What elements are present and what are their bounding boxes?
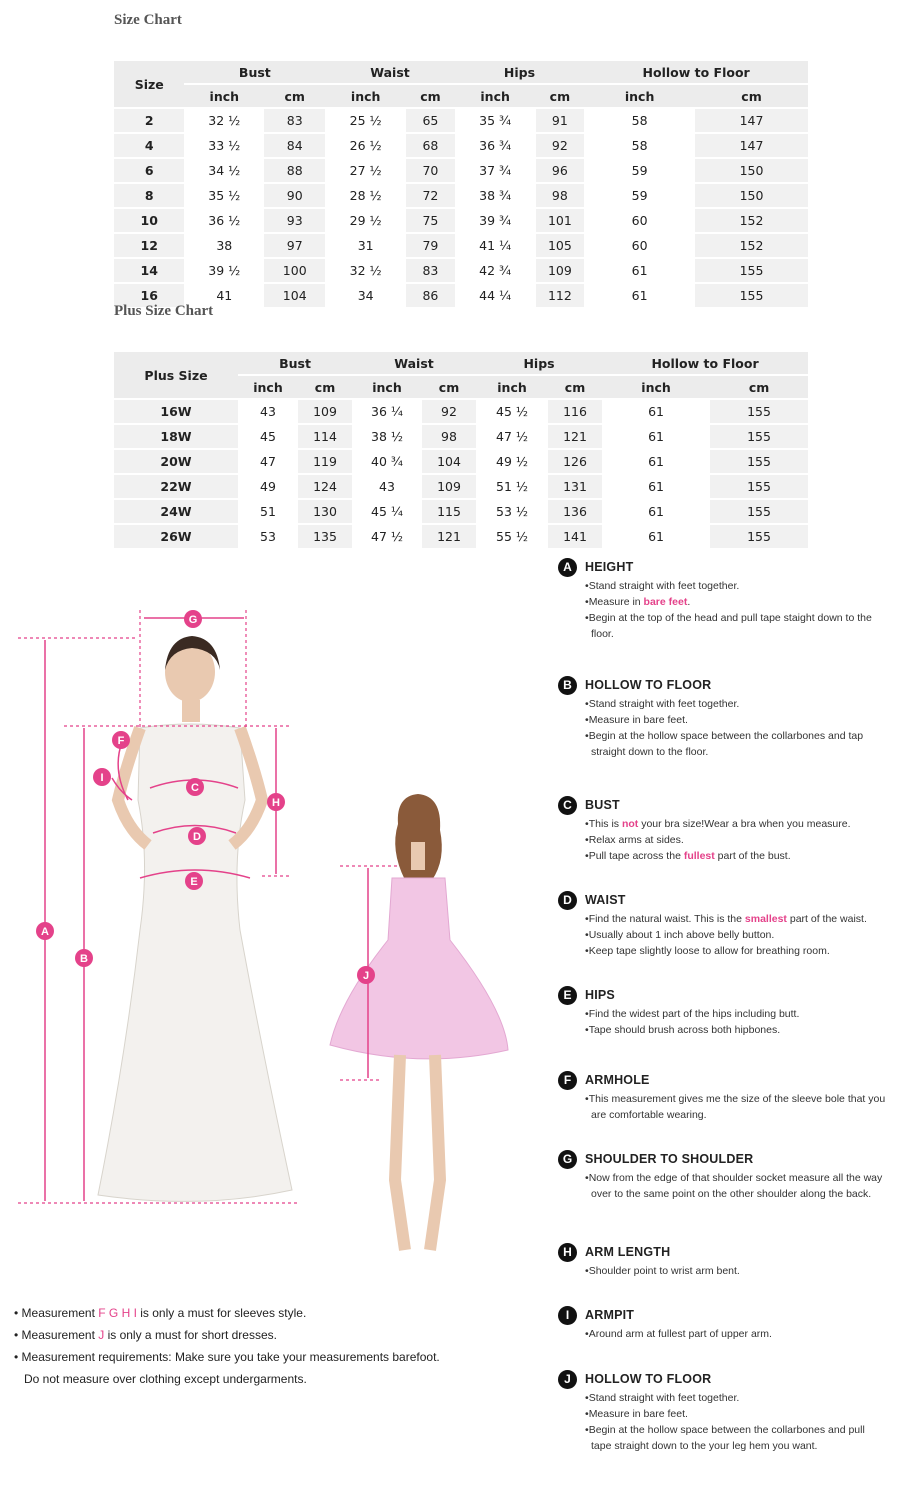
measurement-cell: 147 (695, 134, 808, 159)
guide-item-bullets (583, 911, 888, 959)
guide-bullet (583, 911, 888, 927)
size-cell: 10 (114, 209, 184, 234)
unit-header: cm (536, 85, 585, 109)
short-dress-figure (330, 794, 508, 1250)
measurement-cell: 104 (422, 450, 476, 475)
measurement-cell: 155 (710, 400, 808, 425)
measurement-cell: 93 (264, 209, 325, 234)
guide-bullet (583, 712, 888, 728)
letter-badge: E (558, 986, 577, 1005)
guide-item-bullets (583, 1326, 888, 1342)
measurement-cell: 98 (536, 184, 585, 209)
unit-header: inch (602, 376, 710, 400)
measurement-cell: 88 (264, 159, 325, 184)
measurement-cell: 34 ½ (184, 159, 264, 184)
measurement-cell: 61 (602, 400, 710, 425)
measurement-cell: 130 (298, 500, 352, 525)
size-cell: 12 (114, 234, 184, 259)
measurement-cell: 83 (406, 259, 455, 284)
measurement-cell: 36 ¾ (455, 134, 536, 159)
measurement-cell: 109 (536, 259, 585, 284)
guide-bullet (583, 943, 888, 959)
measurement-cell: 109 (298, 400, 352, 425)
bullet-text: Shoulder point to wrist arm bent. (588, 1265, 740, 1277)
guide-bullet (583, 832, 888, 848)
badge-g (184, 610, 202, 628)
guide-bullet (583, 578, 888, 594)
bullet-text: Keep tape slightly loose to allow for breathing room. (588, 945, 830, 957)
measurement-cell: 135 (298, 525, 352, 550)
measurement-cell: 115 (422, 500, 476, 525)
group-header: Hips (476, 352, 602, 376)
bullet-text: Find the natural waist. This is the (588, 913, 745, 925)
measurement-cell: 51 ½ (476, 475, 548, 500)
measurement-cell: 124 (298, 475, 352, 500)
measurement-cell: 152 (695, 209, 808, 234)
letter-badge: B (558, 676, 577, 695)
guide-item-bullets (583, 1091, 888, 1123)
size-chart-table (114, 61, 808, 309)
measurement-cell: 141 (548, 525, 602, 550)
measurement-cell: 121 (548, 425, 602, 450)
measurement-cell: 32 ½ (325, 259, 406, 284)
size-cell: 16W (114, 400, 238, 425)
measurement-cell: 65 (406, 109, 455, 134)
measurement-cell: 105 (536, 234, 585, 259)
bullet-text: Begin at the hollow space between the collarbones and tap straight down to the floor. (588, 730, 864, 758)
size-cell: 2 (114, 109, 184, 134)
table-row (114, 184, 808, 209)
measurement-cell: 70 (406, 159, 455, 184)
svg-text:B: B (80, 953, 88, 965)
group-header: Bust (184, 61, 325, 85)
measurement-cell: 32 ½ (184, 109, 264, 134)
svg-text:I: I (100, 772, 104, 784)
guide-bullet (583, 1422, 888, 1454)
guide-item-title: HIPS (585, 988, 615, 1002)
measurement-cell: 121 (422, 525, 476, 550)
highlight-text: fullest (683, 850, 715, 862)
measurement-cell: 116 (548, 400, 602, 425)
guide-bullet (583, 1006, 888, 1022)
size-cell: 16 (114, 284, 184, 309)
measurement-cell: 155 (710, 475, 808, 500)
measurement-cell: 131 (548, 475, 602, 500)
unit-header: inch (476, 376, 548, 400)
bullet-text: . (687, 596, 691, 608)
size-cell: 22W (114, 475, 238, 500)
bullet-text: Stand straight with feet together. (588, 698, 740, 710)
bride-figure (98, 636, 292, 1201)
guide-bullet (583, 1022, 888, 1038)
bullet-text: Tape should brush across both hipbones. (588, 1024, 781, 1036)
guide-bullet (583, 1263, 888, 1279)
table-row (114, 425, 808, 450)
measurement-cell: 47 ½ (352, 525, 422, 550)
unit-header: inch (352, 376, 422, 400)
guide-bullet (583, 848, 888, 864)
table-row (114, 475, 808, 500)
size-cell: 14 (114, 259, 184, 284)
table-row (114, 209, 808, 234)
measurement-cell: 75 (406, 209, 455, 234)
measurement-cell: 68 (406, 134, 455, 159)
plus-size-chart-title: Plus Size Chart (114, 303, 214, 319)
badge-e (185, 872, 203, 890)
table-row (114, 159, 808, 184)
measurement-cell: 59 (584, 159, 695, 184)
unit-header: cm (548, 376, 602, 400)
measurement-cell: 36 ¼ (352, 400, 422, 425)
measurement-cell: 150 (695, 159, 808, 184)
measurement-cell: 83 (264, 109, 325, 134)
svg-text:A: A (41, 926, 49, 938)
measurement-cell: 84 (264, 134, 325, 159)
bullet-text: Begin at the top of the head and pull tape staight down to the floor. (588, 612, 872, 640)
measurement-cell: 47 (238, 450, 298, 475)
measurement-cell: 36 ½ (184, 209, 264, 234)
measurement-cell: 101 (536, 209, 585, 234)
bullet-text: Begin at the hollow space between the collarbones and pull tape straight down to the your leg hem you want. (588, 1424, 865, 1452)
unit-header: inch (325, 85, 406, 109)
measurement-cell: 119 (298, 450, 352, 475)
measurement-cell: 79 (406, 234, 455, 259)
guide-bullet (583, 1390, 888, 1406)
measurement-cell: 39 ¾ (455, 209, 536, 234)
measurement-cell: 61 (602, 500, 710, 525)
bullet-text: part of the bust. (714, 850, 791, 862)
bullet-text: your bra size!Wear a bra when you measure. (638, 818, 851, 830)
measurement-cell: 96 (536, 159, 585, 184)
measurement-cell: 90 (264, 184, 325, 209)
guide-item-bullets (583, 1170, 888, 1202)
measurement-cell: 100 (264, 259, 325, 284)
guide-item-title: HOLLOW TO FLOOR (585, 678, 712, 692)
svg-text:G: G (188, 614, 198, 626)
badge-c (186, 778, 204, 796)
measurement-cell: 26 ½ (325, 134, 406, 159)
table-row (114, 400, 808, 425)
badge-a (36, 922, 54, 940)
measurement-cell: 92 (422, 400, 476, 425)
bullet-text: Measure in (588, 596, 644, 608)
bullet-text: Measure in bare feet. (588, 714, 688, 726)
guide-item-title: HOLLOW TO FLOOR (585, 1372, 712, 1386)
badge-i (93, 768, 111, 786)
bullet-text: Now from the edge of that shoulder socket measure all the way over to the same point on the other shoulder along the back. (588, 1172, 883, 1200)
measurement-cell: 61 (602, 525, 710, 550)
group-header: Hollow to Floor (584, 61, 808, 85)
guide-item-title: HEIGHT (585, 560, 634, 574)
measurement-cell: 45 (238, 425, 298, 450)
measurement-cell: 92 (536, 134, 585, 159)
group-header: Bust (238, 352, 352, 376)
measurement-cell: 25 ½ (325, 109, 406, 134)
measurement-cell: 86 (406, 284, 455, 309)
measurement-cell: 43 (238, 400, 298, 425)
guide-item-bullets (583, 696, 888, 760)
svg-text:D: D (193, 831, 201, 843)
guide-bullet (583, 1091, 888, 1123)
unit-header: inch (584, 85, 695, 109)
letter-badge: I (558, 1306, 577, 1325)
measurement-cell: 98 (422, 425, 476, 450)
measurement-notes (14, 1302, 534, 1390)
measurement-cell: 41 (184, 284, 264, 309)
measurement-cell: 91 (536, 109, 585, 134)
measurement-cell: 31 (325, 234, 406, 259)
measurement-cell: 51 (238, 500, 298, 525)
guide-bullet (583, 816, 888, 832)
measurement-cell: 45 ½ (476, 400, 548, 425)
size-cell: 24W (114, 500, 238, 525)
table-row (114, 109, 808, 134)
size-cell: 26W (114, 525, 238, 550)
guide-bullet (583, 1326, 888, 1342)
badge-h (267, 793, 285, 811)
guide-item-bullets (583, 1006, 888, 1038)
guide-bullet (583, 1170, 888, 1202)
svg-text:F: F (117, 735, 125, 747)
size-cell: 18W (114, 425, 238, 450)
letter-badge: G (558, 1150, 577, 1169)
bullet-text: Stand straight with feet together. (588, 580, 740, 592)
measurement-cell: 37 ¾ (455, 159, 536, 184)
group-header: Waist (325, 61, 454, 85)
measurement-cell: 61 (584, 259, 695, 284)
measurement-cell: 38 ¾ (455, 184, 536, 209)
measurement-cell: 47 ½ (476, 425, 548, 450)
measurement-cell: 58 (584, 109, 695, 134)
letter-badge: D (558, 891, 577, 910)
guide-item-title: WAIST (585, 893, 626, 907)
measurement-cell: 61 (584, 284, 695, 309)
group-header: Waist (352, 352, 476, 376)
svg-text:H: H (272, 797, 280, 809)
bullet-text: Usually about 1 inch above belly button. (588, 929, 775, 941)
measurement-cell: 109 (422, 475, 476, 500)
highlight-text: smallest (744, 913, 787, 925)
bullet-text: Relax arms at sides. (588, 834, 684, 846)
note-clothing: Do not measure over clothing except undergarments. (24, 1372, 307, 1386)
measurement-cell: 155 (710, 500, 808, 525)
measurement-cell: 136 (548, 500, 602, 525)
measurement-cell: 35 ¾ (455, 109, 536, 134)
svg-text:E: E (190, 876, 198, 888)
guide-item-bullets (583, 816, 888, 864)
measurement-cell: 61 (602, 450, 710, 475)
note-sleeves: • Measurement F G H I is only a must for sleeves style. (14, 1306, 307, 1320)
bullet-text: part of the waist. (786, 913, 867, 925)
guide-item-bullets (583, 578, 888, 642)
measurement-cell: 34 (325, 284, 406, 309)
group-header: Hips (455, 61, 584, 85)
size-chart-title: Size Chart (114, 12, 182, 28)
measurement-cell: 60 (584, 234, 695, 259)
measurement-cell: 38 ½ (352, 425, 422, 450)
measurement-cell: 33 ½ (184, 134, 264, 159)
letter-badge: C (558, 796, 577, 815)
highlight-text: bare feet (643, 596, 688, 608)
guide-bullet (583, 1406, 888, 1422)
measurement-cell: 43 (352, 475, 422, 500)
measurement-cell: 39 ½ (184, 259, 264, 284)
guide-bullet (583, 728, 888, 760)
unit-header: inch (238, 376, 298, 400)
group-header: Hollow to Floor (602, 352, 808, 376)
letter-badge: J (558, 1370, 577, 1389)
table-row (114, 259, 808, 284)
guide-item-bullets (583, 1390, 888, 1454)
measurement-cell: 53 ½ (476, 500, 548, 525)
measurement-cell: 155 (695, 284, 808, 309)
svg-text:J: J (362, 970, 370, 982)
plus-size-chart-table (114, 352, 808, 550)
measurement-cell: 155 (695, 259, 808, 284)
measurement-cell: 28 ½ (325, 184, 406, 209)
measurement-cell: 35 ½ (184, 184, 264, 209)
measurement-cell: 29 ½ (325, 209, 406, 234)
unit-header: cm (406, 85, 455, 109)
measurement-cell: 41 ¼ (455, 234, 536, 259)
guide-item-title: ARMHOLE (585, 1073, 650, 1087)
unit-header: cm (264, 85, 325, 109)
measurement-cell: 42 ¾ (455, 259, 536, 284)
measurement-cell: 155 (710, 450, 808, 475)
guide-item-title: SHOULDER TO SHOULDER (585, 1152, 754, 1166)
guide-bullet (583, 610, 888, 642)
unit-header: cm (710, 376, 808, 400)
measurement-cell: 49 (238, 475, 298, 500)
guide-bullet (583, 696, 888, 712)
guide-bullet (583, 927, 888, 943)
letter-badge: A (558, 558, 577, 577)
guide-item-title: BUST (585, 798, 620, 812)
table-row (114, 500, 808, 525)
bullet-text: This measurement gives me the size of the sleeve bole that you are comfortable wearing. (588, 1093, 886, 1121)
table-row (114, 525, 808, 550)
table-row (114, 134, 808, 159)
measurement-cell: 40 ¾ (352, 450, 422, 475)
unit-header: cm (298, 376, 352, 400)
size-cell: 4 (114, 134, 184, 159)
measurement-cell: 38 (184, 234, 264, 259)
measurement-cell: 114 (298, 425, 352, 450)
measurement-cell: 150 (695, 184, 808, 209)
size-cell: 6 (114, 159, 184, 184)
note-short-dresses: • Measurement J is only a must for short dresses. (14, 1328, 277, 1342)
guide-item-bullets (583, 1263, 888, 1279)
bullet-text: Pull tape across the (588, 850, 684, 862)
measurement-cell: 152 (695, 234, 808, 259)
bullet-text: This is (588, 818, 622, 830)
measurement-cell: 53 (238, 525, 298, 550)
badge-b (75, 949, 93, 967)
letter-badge: H (558, 1243, 577, 1262)
measurement-cell: 104 (264, 284, 325, 309)
bullet-text: Stand straight with feet together. (588, 1392, 740, 1404)
bullet-text: Find the widest part of the hips including butt. (588, 1008, 800, 1020)
unit-header: cm (422, 376, 476, 400)
measurement-cell: 147 (695, 109, 808, 134)
table-row (114, 450, 808, 475)
measurement-cell: 61 (602, 475, 710, 500)
note-requirements: • Measurement requirements: Make sure you take your measurements barefoot. (14, 1350, 440, 1364)
measurement-cell: 45 ¼ (352, 500, 422, 525)
measurement-cell: 60 (584, 209, 695, 234)
guide-bullet (583, 594, 888, 610)
unit-header: inch (455, 85, 536, 109)
size-column-header: Size (114, 61, 184, 109)
measurement-cell: 155 (710, 525, 808, 550)
measurement-cell: 58 (584, 134, 695, 159)
measurement-cell: 44 ¼ (455, 284, 536, 309)
svg-text:C: C (191, 782, 199, 794)
measurement-cell: 97 (264, 234, 325, 259)
badge-d (188, 827, 206, 845)
bullet-text: Measure in bare feet. (588, 1408, 688, 1420)
badge-j (357, 966, 375, 984)
table-row (114, 234, 808, 259)
measurement-cell: 59 (584, 184, 695, 209)
guide-item-title: ARMPIT (585, 1308, 635, 1322)
table-row (114, 284, 808, 309)
measurement-cell: 49 ½ (476, 450, 548, 475)
measurement-cell: 112 (536, 284, 585, 309)
measurement-cell: 155 (710, 425, 808, 450)
measurement-cell: 72 (406, 184, 455, 209)
measurement-cell: 61 (602, 425, 710, 450)
size-cell: 8 (114, 184, 184, 209)
size-column-header: Plus Size (114, 352, 238, 400)
measurement-cell: 55 ½ (476, 525, 548, 550)
measurement-figure-illustration (0, 550, 540, 1270)
highlight-text: not (621, 818, 639, 830)
guide-item-title: ARM LENGTH (585, 1245, 671, 1259)
unit-header: cm (695, 85, 808, 109)
unit-header: inch (184, 85, 264, 109)
letter-badge: F (558, 1071, 577, 1090)
measurement-cell: 126 (548, 450, 602, 475)
measurement-cell: 27 ½ (325, 159, 406, 184)
bullet-text: Around arm at fullest part of upper arm. (588, 1328, 772, 1340)
size-cell: 20W (114, 450, 238, 475)
badge-f (112, 731, 130, 749)
